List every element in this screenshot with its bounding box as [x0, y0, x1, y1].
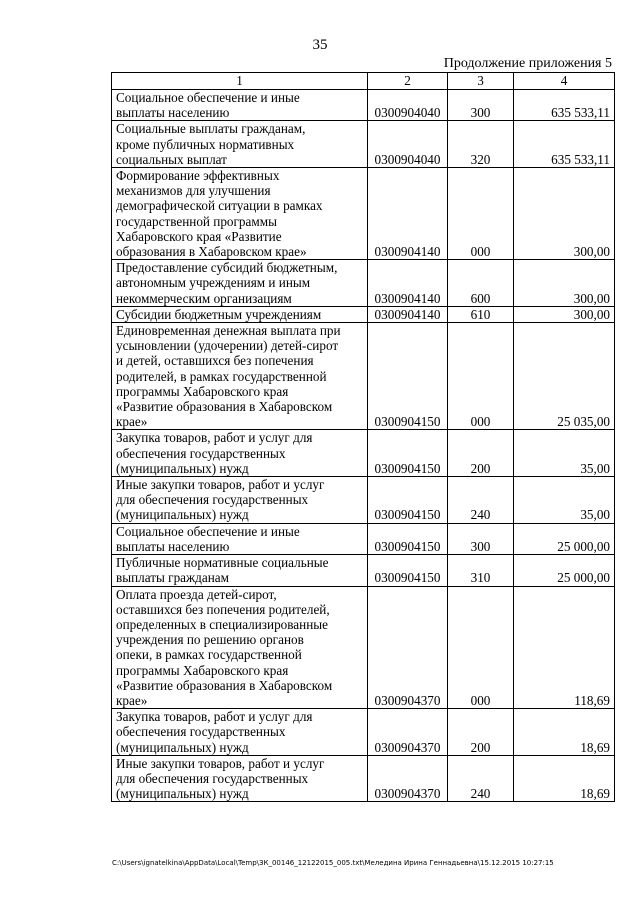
target-code-cell: 0300904140	[368, 306, 448, 322]
table-row	[112, 121, 615, 168]
amount-cell: 635 533,11	[514, 90, 615, 121]
target-code-cell: 0300904370	[368, 586, 448, 709]
table-row	[112, 555, 615, 586]
row-name-cell: Оплата проезда детей-сирот, оставшихся без попечения родителей, определенных в специализированные учреждения по решению органов опеки, в рамках государственной программы Хабаровского края «Развитие образования в Хабаровском крае»	[112, 586, 368, 709]
expense-type-cell: 200	[448, 430, 514, 477]
amount-cell: 35,00	[514, 430, 615, 477]
page-number: 35	[312, 37, 328, 53]
expense-type-cell: 240	[448, 755, 514, 802]
expense-type-cell: 000	[448, 586, 514, 709]
table-row	[112, 755, 615, 802]
target-code-cell: 0300904140	[368, 260, 448, 307]
expense-type-cell: 000	[448, 323, 514, 430]
row-name-cell: Социальное обеспечение и иные выплаты населению	[112, 90, 368, 121]
expense-type-cell: 300	[448, 90, 514, 121]
row-name-cell: Иные закупки товаров, работ и услуг для обеспечения государственных (муниципальных) нужд	[112, 477, 368, 524]
table-row	[112, 709, 615, 756]
amount-cell: 35,00	[514, 477, 615, 524]
table-row	[112, 477, 615, 524]
expense-type-cell: 000	[448, 168, 514, 260]
table-row	[112, 523, 615, 554]
table-row	[112, 260, 615, 307]
target-code-cell: 0300904370	[368, 709, 448, 756]
amount-cell: 25 000,00	[514, 523, 615, 554]
target-code-cell: 0300904040	[368, 90, 448, 121]
row-name-cell: Единовременная денежная выплата при усыновлении (удочерении) детей-сирот и детей, оставшихся без попечения родителей, в рамках государственной программы Хабаровского края «Развитие образования в Хабаровском крае»	[112, 323, 368, 430]
expense-type-cell: 310	[448, 555, 514, 586]
target-code-cell: 0300904150	[368, 555, 448, 586]
continuation-label: Продолжение приложения 5	[443, 56, 612, 71]
expense-type-cell: 200	[448, 709, 514, 756]
expense-type-cell: 600	[448, 260, 514, 307]
file-path-footer: C:\Users\ignatelkina\AppData\Local\Temp\ЗК_00146_12122015_005.txt\Меледина Ирина Геннадьевна\15.12.2015 10:27:15	[112, 859, 554, 867]
row-name-cell: Закупка товаров, работ и услуг для обеспечения государственных (муниципальных) нужд	[112, 430, 368, 477]
target-code-cell: 0300904370	[368, 755, 448, 802]
column-header: 4	[514, 73, 615, 90]
amount-cell: 118,69	[514, 586, 615, 709]
amount-cell: 18,69	[514, 709, 615, 756]
table-row	[112, 586, 615, 709]
amount-cell: 300,00	[514, 306, 615, 322]
row-name-cell: Субсидии бюджетным учреждениям	[112, 306, 368, 322]
row-name-cell: Социальное обеспечение и иные выплаты населению	[112, 523, 368, 554]
table-row	[112, 90, 615, 121]
row-name-cell: Публичные нормативные социальные выплаты гражданам	[112, 555, 368, 586]
row-name-cell: Закупка товаров, работ и услуг для обеспечения государственных (муниципальных) нужд	[112, 709, 368, 756]
expense-type-cell: 320	[448, 121, 514, 168]
column-header: 2	[368, 73, 448, 90]
budget-table	[111, 72, 615, 802]
expense-type-cell: 240	[448, 477, 514, 524]
column-header: 3	[448, 73, 514, 90]
table-row	[112, 323, 615, 430]
row-name-cell: Предоставление субсидий бюджетным, автономным учреждениям и иным некоммерческим организациям	[112, 260, 368, 307]
expense-type-cell: 300	[448, 523, 514, 554]
amount-cell: 25 035,00	[514, 323, 615, 430]
expense-type-cell: 610	[448, 306, 514, 322]
table-row	[112, 430, 615, 477]
amount-cell: 300,00	[514, 168, 615, 260]
row-name-cell: Формирование эффективных механизмов для улучшения демографической ситуации в рамках государственной программы Хабаровского края «Развитие образования в Хабаровском крае»	[112, 168, 368, 260]
row-name-cell: Социальные выплаты гражданам, кроме публичных нормативных социальных выплат	[112, 121, 368, 168]
amount-cell: 635 533,11	[514, 121, 615, 168]
column-header: 1	[112, 73, 368, 90]
amount-cell: 18,69	[514, 755, 615, 802]
target-code-cell: 0300904040	[368, 121, 448, 168]
target-code-cell: 0300904150	[368, 430, 448, 477]
target-code-cell: 0300904150	[368, 523, 448, 554]
table-row	[112, 306, 615, 322]
table-row	[112, 168, 615, 260]
target-code-cell: 0300904140	[368, 168, 448, 260]
row-name-cell: Иные закупки товаров, работ и услуг для обеспечения государственных (муниципальных) нужд	[112, 755, 368, 802]
target-code-cell: 0300904150	[368, 477, 448, 524]
header-row	[112, 73, 615, 90]
amount-cell: 300,00	[514, 260, 615, 307]
amount-cell: 25 000,00	[514, 555, 615, 586]
target-code-cell: 0300904150	[368, 323, 448, 430]
